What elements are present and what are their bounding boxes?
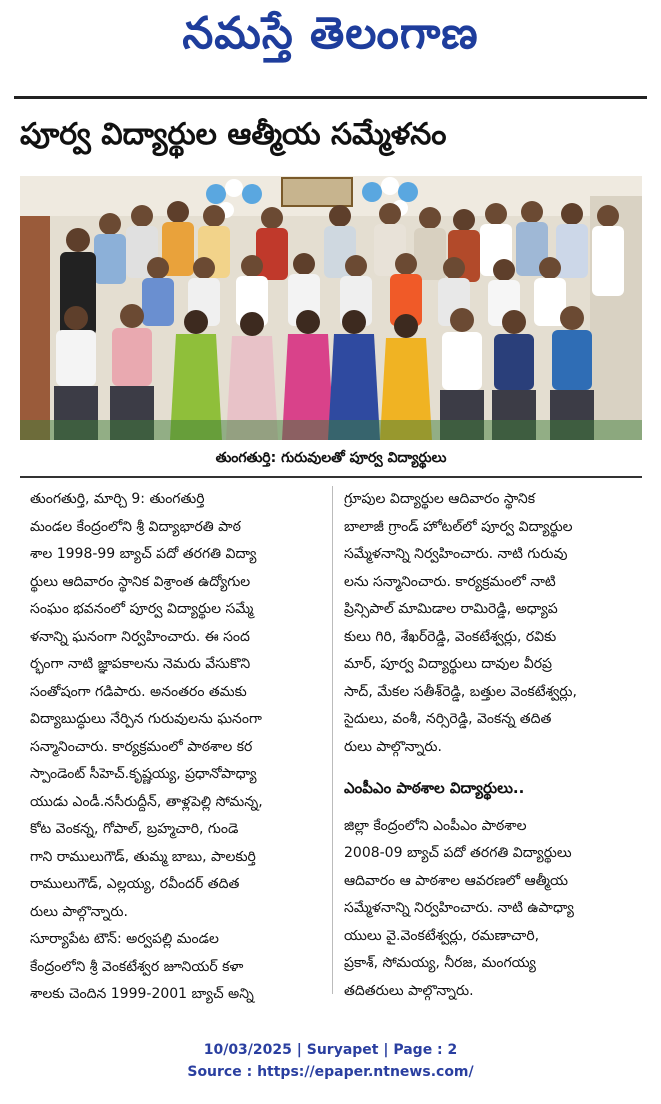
article-line: సైదులు, వంశీ, నర్సిరెడ్డి, వెంకన్న తదిత: [344, 711, 552, 727]
article-line: సమ్మేళనాన్ని నిర్వహించారు. నాటి ఉపాధ్యా: [344, 900, 574, 916]
newspaper-logo: నమస్తే తెలంగాణ: [182, 8, 479, 59]
article-line: సూర్యాపేట టౌన్: అర్వపల్లి మండల: [30, 931, 219, 947]
article-line: కులు గిరి, శేఖర్‌రెడ్డి, వెంకటేశ్వర్లు, రవికు: [344, 628, 557, 645]
article-line: శాలకు చెందిన 1999-2001 బ్యాచ్ అన్ని: [30, 986, 254, 1002]
article-column-left: [30, 486, 320, 1009]
article-line: ప్రకాశ్, సోమయ్య, నీరజ, మంగయ్య: [344, 955, 536, 971]
photo-caption: తుంగతుర్తి: గురువులతో పూర్వ విద్యార్థులు: [215, 450, 447, 466]
article-subheading: ఎంపీఎం పాఠశాల విద్యార్థులు..: [344, 779, 525, 797]
article-line: 2008-09 బ్యాచ్ పదో తరగతి విద్యార్థులు: [344, 845, 572, 861]
article-line: సాద్, మేకల సతీశ్‌రెడ్డి, బత్తుల వెంకటేశ్వర్లు,: [344, 683, 577, 700]
article-line: గ్రూపుల విద్యార్థుల ఆదివారం స్థానిక: [344, 491, 536, 507]
article-line: తదితరులు పాల్గొన్నారు.: [344, 982, 474, 999]
footer-source-link[interactable]: Source : https://epaper.ntnews.com/: [187, 1064, 474, 1080]
article-line: స్పాండెంట్ సీహెచ్.కృష్ణయ్య, ప్రధానోపాధ్యా: [30, 766, 257, 782]
article-line: ళనాన్ని ఘనంగా నిర్వహించారు. ఈ సంద: [30, 628, 250, 645]
article-line: ఆదివారం ఆ పాఠశాల ఆవరణలో ఆత్మీయ: [344, 872, 568, 889]
article-line: లను సన్మానించారు. కార్యక్రమంలో నాటి: [344, 573, 556, 590]
article-headline: పూర్వ విద్యార్థుల ఆత్మీయ సమ్మేళనం: [20, 117, 447, 152]
article-line: సన్మానించారు. కార్యక్రమంలో పాఠశాల కర: [30, 738, 253, 755]
article-line: రాములుగౌడ్, ఎల్లయ్య, రవీందర్ తదిత: [30, 876, 240, 892]
article-line: సంఘం భవనంలో పూర్వ విద్యార్థుల సమ్మే: [30, 601, 254, 617]
article-line: జిల్లా కేంద్రంలోని ఎంపీఎం పాఠశాల: [344, 817, 527, 834]
article-line: సమ్మేళనాన్ని నిర్వహించారు. నాటి గురువు: [344, 546, 568, 562]
column-divider: [332, 486, 333, 994]
article-line: కేంద్రంలోని శ్రీ వెంకటేశ్వర జూనియర్ కళా: [30, 958, 244, 975]
article-line: గాని రాములుగౌడ్, తుమ్మ బాబు, పాలకుర్తి: [30, 848, 256, 865]
article-line: బాలాజీ గ్రాండ్ హోటల్‌లో పూర్వ విద్యార్థుల: [344, 518, 573, 535]
group-photo-illustration: [20, 176, 642, 440]
article-line: యుడు ఎండీ.నసీరుద్దీన్, తాళ్లపెల్లి సోమన్న,: [30, 793, 263, 810]
article-column-right: [344, 486, 642, 1005]
article-line: సంతోషంగా గడిపారు. అనంతరం తమకు: [30, 683, 247, 700]
article-line: రులు పాల్గొన్నారు.: [344, 738, 442, 755]
article-line: తుంగతుర్తి, మార్చి 9: తుంగతుర్తి: [30, 491, 205, 507]
article-line: యులు వై.వెంకటేశ్వర్లు, రమణాచారి,: [344, 927, 540, 944]
article-line: మండల కేంద్రంలోని శ్రీ విద్యాభారతి పాఠ: [30, 518, 241, 535]
footer-date-line: 10/03/2025 | Suryapet | Page : 2: [203, 1042, 458, 1058]
masthead-rule: [14, 96, 647, 99]
article-line: విద్యాబుద్ధులు నేర్పిన గురువులను ఘనంగా: [30, 711, 262, 727]
article-line: ప్రిన్సిపాల్ మామిడాల రామిరెడ్డి, అధ్యాప: [344, 601, 558, 617]
article-line: మార్, పూర్వ విద్యార్థులు దావుల వీరప్ర: [344, 656, 552, 672]
group-photo: [20, 176, 642, 440]
masthead: [0, 0, 661, 78]
article-line: ర్థులు ఆదివారం స్థానిక విశ్రాంత ఉద్యోగుల: [30, 573, 251, 590]
article-line: శాల 1998-99 బ్యాచ్ పదో తరగతి విద్యా: [30, 546, 257, 562]
caption-rule: [20, 476, 642, 478]
article-line: ర్భంగా నాటి జ్ఞాపకాలను నెమరు వేసుకొని: [30, 656, 251, 672]
article-line: కోట వెంకన్న, గోపాల్, బ్రహ్మచారి, గుండె: [30, 821, 239, 837]
article-line: రులు పాల్గొన్నారు.: [30, 903, 128, 920]
